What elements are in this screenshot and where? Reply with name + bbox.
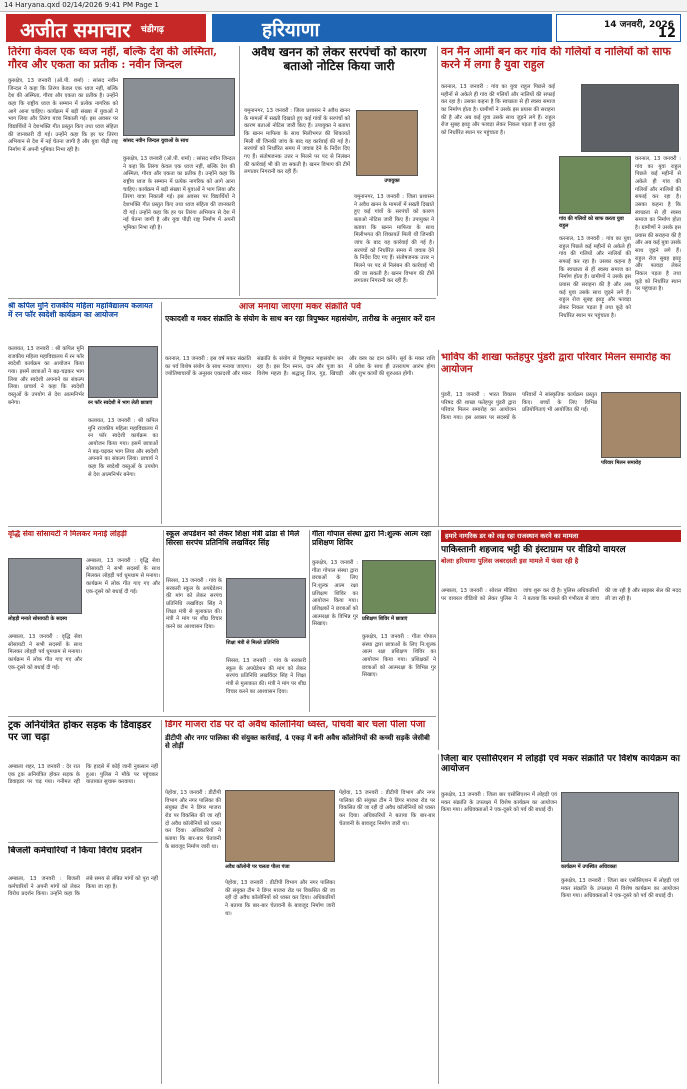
photo-caption: लोहड़ी मनाते सोसायटी के सदस्य (8, 616, 67, 622)
photo-caption: गांव की गलियों को साफ करता युवा राहुल (559, 216, 624, 229)
headline: अवैध खनन को लेकर सरपंचों को कारण बताओ नोटिस किया जारी (251, 46, 427, 73)
article-body-continued: पेहोवा, 13 जनवरी : डीटीपी विभाग और नगर पालिका की संयुक्त टीम ने डिंगर माजरा रोड पर विकसित की जा रही दो अवैध कॉलोनियों को ध्वस्त कर दिया। अधिकारियों ने बताया कि बार-बार चेतावनी के बावजूद निर्माण जारी था। (339, 790, 435, 827)
headline: भाविप की शाखा फतेहपुर पुंडरी द्वारा परिवार मिलन समारोह का आयोजन (441, 352, 671, 375)
news-photo (226, 578, 306, 638)
article-bhavip (441, 352, 681, 522)
news-photo (581, 84, 679, 152)
headline: गीता गोपाल संस्था द्वारा नि:शुल्क आत्म रक्षा प्रशिक्षण शिविर (312, 530, 432, 547)
article-makar-sankranti (165, 302, 435, 524)
article-body: अम्बाला, 13 जनवरी : सोशल मीडिया पर वायरल वीडियो को लेकर पुलिस ने जांच शुरू कर दी है। पुलिस अधिकारियों ने बताया कि मामले की गंभीरता से जांच की जा रही है और साइबर सेल की मदद ली जा रही है। (441, 588, 681, 602)
article-body: अम्बाला, 13 जनवरी : वृद्धि सेवा सोसायटी ने सभी सदस्यों के साथ मिलकर लोहड़ी पर्व धूमधाम से मनाया। कार्यक्रम में लोक गीत गाए गए और एक-दूसरे को बधाई दी गई। (86, 558, 160, 595)
news-photo (225, 790, 335, 862)
photo-caption: शिक्षा मंत्री से मिलते प्रतिनिधि (226, 640, 279, 646)
column-divider (161, 302, 162, 524)
date-block (556, 14, 681, 42)
article-illegal-mining (244, 46, 434, 294)
article-body: कलायत, 13 जनवरी : श्री कपिल मुनि राजकीय महिला महाविद्यालय में रन फॉर स्वदेशी कार्यक्रम का आयोजन किया गया। इसमें छात्राओं ने बढ़-चढ़कर भाग लिया और स्वदेशी अपनाने का संकल्प लिया। प्राचार्य ने कहा कि स्वदेशी वस्तुओं के उपयोग से देश आत्मनिर्भर बनेगा। (8, 346, 84, 406)
article-body: पुंडरी, 13 जनवरी : भारत विकास परिषद की शाखा फतेहपुर पुंडरी द्वारा परिवार मिलन समारोह का आयोजन किया गया। इस अवसर पर सदस्यों के परिवारों ने सांस्कृतिक कार्यक्रम प्रस्तुत किए। बच्चों के लिए विभिन्न प्रतियोगिताएं भी आयोजित की गईं। (441, 392, 597, 422)
article-pakistani-video (441, 530, 681, 750)
article-body: करनाल, 13 जनवरी : गांव का युवा राहुल पिछले कई महीनों से अकेले ही गांव की गलियों और नालियों की सफाई कर रहा है। उसका कहना है कि स्वच्छता से ही स्वस्थ समाज का निर्माण होता है। ग्रामीणों ने उसके इस प्रयास की सराहना की है और अब कई युवा उसके साथ जुड़ने लगे हैं। राहुल रोज सुबह झाड़ू और फावड़ा लेकर निकल पड़ता है तथा कूड़े को निर्धारित स्थान पर पहुंचाता है। (441, 84, 555, 137)
article-tiranga (8, 46, 236, 294)
article-body: कुरुक्षेत्र, 13 जनवरी : जिला बार एसोसिएशन में लोहड़ी एवं मकर संक्रांति के उपलक्ष्य में विशेष कार्यक्रम का आयोजन किया गया। अधिवक्ताओं ने एक-दूसरे को पर्व की बधाई दी। (441, 792, 557, 814)
column-divider (438, 350, 439, 526)
photo-caption: सांसद नवीन जिन्दल युवाओं के साथ (123, 138, 189, 144)
article-body: पेहोवा, 13 जनवरी : डीटीपी विभाग और नगर पालिका की संयुक्त टीम ने डिंगर माजरा रोड पर विकसित की जा रही दो अवैध कॉलोनियों को ध्वस्त कर दिया। अधिकारियों ने बताया कि बार-बार चेतावनी के बावजूद निर्माण जारी था। (165, 790, 221, 850)
article-electricity-protest (8, 846, 158, 1084)
paper-name-block (6, 14, 206, 42)
article-vriddhi-seva (8, 530, 160, 712)
photo-caption: अवैध कॉलोनी पर चलता पीला पंजा (225, 864, 290, 870)
article-run-for-swadeshi (8, 302, 158, 524)
article-body: अम्बाला शहर, 13 जनवरी : देर रात एक ट्रक अनियंत्रित होकर सड़क के डिवाइडर पर चढ़ गया। गनीमत रही कि हादसे में कोई जानी नुकसान नहीं हुआ। पुलिस ने मौके पर पहुंचकर यातायात सुचारू करवाया। (8, 764, 158, 786)
portrait-photo (356, 110, 418, 176)
news-photo (601, 392, 681, 458)
article-school-upgrade (166, 530, 306, 712)
news-photo (8, 558, 82, 614)
column-divider (309, 530, 310, 712)
headline: तिरंगा केवल एक ध्वज नहीं, बल्कि देश की अस्मिता, गौरव और एकता का प्रतीक : नवीन जिन्दल (8, 46, 218, 71)
article-one-man-army (441, 46, 681, 348)
column-divider (438, 530, 439, 750)
headline: ट्रक अनियंत्रित होकर सड़क के डिवाइडर पर जा चढ़ा (8, 720, 152, 743)
photo-caption: परिवार मिलन समारोह (601, 460, 641, 466)
photo-caption: प्रशिक्षण शिविर में छात्राएं (362, 616, 408, 622)
subheadline: बोलाः हरियाणा पुलिस जबरदस्ती इस मामले में फंसा रही है (441, 556, 579, 565)
article-self-defence (312, 530, 436, 712)
news-photo (362, 560, 436, 614)
photo-caption: कार्यक्रम में उपस्थित अधिवक्ता (561, 864, 617, 870)
masthead (6, 14, 681, 42)
row-divider (8, 842, 158, 843)
row-divider (8, 716, 436, 717)
viewer-bar: 14 Haryana.qxd 02/14/2026 9:41 PM Page 1 (0, 0, 687, 12)
article-body-continued: कुरुक्षेत्र, 13 जनवरी (ओ.पी. शर्मा) : सांसद नवीन जिन्दल ने कहा कि तिरंगा केवल एक ध्वज नहीं, बल्कि देश की अस्मिता, गौरव और एकता का प्रतीक है। उन्होंने कहा कि राष्ट्रीय ध्वज के सम्मान में प्रत्येक नागरिक को आगे आना चाहिए। कार्यक्रम में बड़ी संख्या में युवाओं ने भाग लिया और तिरंगा यात्रा निकाली गई। इस अवसर पर विद्यार्थियों ने देशभक्ति गीत प्रस्तुत किए तथा ध्वज संहिता की जानकारी दी गई। उन्होंने कहा कि हर घर तिरंगा अभियान से देश में नई चेतना जागी है और युवा पीढ़ी राष्ट्र निर्माण में अपनी भूमिका निभा रही है। (123, 156, 235, 232)
article-body-continued: करनाल, 13 जनवरी : गांव का युवा राहुल पिछले कई महीनों से अकेले ही गांव की गलियों और नालियों की सफाई कर रहा है। उसका कहना है कि स्वच्छता से ही स्वस्थ समाज का निर्माण होता है। ग्रामीणों ने उसके इस प्रयास की सराहना की है और अब कई युवा उसके साथ जुड़ने लगे हैं। राहुल रोज सुबह झाड़ू और फावड़ा लेकर निकल पड़ता है तथा कूड़े को निर्धारित स्थान पर पहुंचाता है। (635, 156, 681, 293)
article-body-continued: यमुनानगर, 13 जनवरी : जिला प्रशासन ने अवैध खनन के मामलों में सख्ती दिखाते हुए कई गांवों के सरपंचों को कारण बताओ नोटिस जारी किए हैं। उपायुक्त ने बताया कि खनन माफिया के साथ मिलीभगत की शिकायतें मिली थीं जिनकी जांच के बाद यह कार्रवाई की गई है। सरपंचों को निर्धारित समय में जवाब देने के निर्देश दिए गए हैं। संतोषजनक उत्तर न मिलने पर पद से निलंबन की कार्रवाई भी की जा सकती है। खनन विभाग की टीमें लगातार निगरानी कर रही हैं। (354, 194, 434, 285)
spacer (244, 302, 245, 303)
city-name: चंडीगढ़ (141, 25, 164, 35)
headline: स्कूल अपडेशन को लेकर शिक्षा मंत्री ढांडा से मिले सिरसा सरपंच प्रतिनिधि लखविंदर सिंह (166, 530, 300, 547)
article-bar-association (441, 754, 681, 1084)
article-body-continued: अम्बाला, 13 जनवरी : वृद्धि सेवा सोसायटी ने सभी सदस्यों के साथ मिलकर लोहड़ी पर्व धूमधाम से मनाया। कार्यक्रम में लोक गीत गाए गए और एक-दूसरे को बधाई दी गई। (8, 634, 82, 671)
article-body-continued: कुरुक्षेत्र, 13 जनवरी : गीता गोपाल संस्था द्वारा छात्राओं के लिए नि:शुल्क आत्म रक्षा प्रशिक्षण शिविर का आयोजन किया गया। प्रशिक्षकों ने छात्राओं को आत्मरक्षा के विभिन्न गुर सिखाए। (362, 634, 436, 679)
top-band: हमारे नागरिक डर को लड़ रहा राजस्थान करने का मामला (441, 530, 681, 542)
section-block (212, 14, 552, 42)
subheadline: एकादशी व मकर संक्रांति के संयोग के साथ बन रहा त्रिपुष्कर महासंयोग, तारीख के अनुसार करें दान (165, 314, 435, 324)
headline: बिजली कर्मचारियों ने किया विरोध प्रदर्शन (8, 846, 142, 856)
section-title: हरियाणा (262, 19, 320, 41)
article-body: करनाल, 13 जनवरी : इस वर्ष मकर संक्रांति का पर्व विशेष संयोग के साथ मनाया जाएगा। ज्योतिषाचार्यों के अनुसार एकादशी और मकर संक्रांति के संयोग से त्रिपुष्कर महासंयोग बन रहा है। इस दिन स्नान, दान और पूजा का विशेष महत्व है। श्रद्धालु तिल, गुड़, खिचड़ी और वस्त्र का दान करेंगे। सूर्य के मकर राशि में प्रवेश के साथ ही उत्तरायण आरंभ होगा और शुभ कार्यों की शुरुआत होगी। (165, 356, 435, 378)
headline: वन मैन आर्मी बन कर गांव की गलियों व नालियों को साफ करने में लगा है युवा राहुल (441, 46, 671, 71)
article-body: अम्बाला, 13 जनवरी : बिजली कर्मचारियों ने अपनी मांगों को लेकर विरोध प्रदर्शन किया। उन्होंने कहा कि लंबे समय से लंबित मांगों को पूरा नहीं किया जा रहा है। (8, 876, 158, 898)
headline: पाकिस्तानी शहजाद भट्टी की इंस्टाग्राम पर वीडियो वायरल (441, 545, 626, 556)
article-body-continued: कलायत, 13 जनवरी : श्री कपिल मुनि राजकीय महिला महाविद्यालय में रन फॉर स्वदेशी कार्यक्रम का आयोजन किया गया। इसमें छात्राओं ने बढ़-चढ़कर भाग लिया और स्वदेशी अपनाने का संकल्प लिया। प्राचार्य ने कहा कि स्वदेशी वस्तुओं के उपयोग से देश आत्मनिर्भर बनेगा। (88, 418, 158, 478)
article-body: सिरसा, 13 जनवरी : गांव के सरकारी स्कूल के अपग्रेडेशन की मांग को लेकर सरपंच प्रतिनिधि लखविंदर सिंह ने शिक्षा मंत्री से मुलाकात की। मंत्री ने मांग पर शीघ्र विचार करने का आश्वासन दिया। (166, 578, 222, 631)
article-body-continued-2: पेहोवा, 13 जनवरी : डीटीपी विभाग और नगर पालिका की संयुक्त टीम ने डिंगर माजरा रोड पर विकसित की जा रही दो अवैध कॉलोनियों को ध्वस्त कर दिया। अधिकारियों ने बताया कि बार-बार चेतावनी के बावजूद निर्माण जारी था। (225, 880, 335, 917)
headline: श्री कपिल मुनि राजकीय महिला महाविद्यालय कलायत में रन फॉर स्वदेशी कार्यक्रम का आयोजन (8, 302, 153, 319)
article-body-continued: सिरसा, 13 जनवरी : गांव के सरकारी स्कूल के अपग्रेडेशन की मांग को लेकर सरपंच प्रतिनिधि लखविंदर सिंह ने शिक्षा मंत्री से मुलाकात की। मंत्री ने मांग पर शीघ्र विचार करने का आश्वासन दिया। (226, 658, 306, 695)
photo-caption: उपायुक्त (384, 178, 400, 184)
headline: वृद्धि सेवा सोसायटी ने मिलकर मनाई लोहड़ी (8, 530, 127, 538)
news-photo (88, 346, 158, 398)
headline: आज मनाया जाएगा मकर संक्रांति पर्व (238, 302, 362, 312)
article-body-continued-2: करनाल, 13 जनवरी : गांव का युवा राहुल पिछले कई महीनों से अकेले ही गांव की गलियों और नालियों की सफाई कर रहा है। उसका कहना है कि स्वच्छता से ही स्वस्थ समाज का निर्माण होता है। ग्रामीणों ने उसके इस प्रयास की सराहना की है और अब कई युवा उसके साथ जुड़ने लगे हैं। राहुल रोज सुबह झाड़ू और फावड़ा लेकर निकल पड़ता है तथा कूड़े को निर्धारित स्थान पर पहुंचाता है। (559, 236, 631, 319)
row-divider (8, 526, 681, 527)
paper-name: अजीत समाचार (20, 18, 131, 42)
subheadline: डीटीपी और नगर पालिका की संयुक्त कार्रवाई, 4 एकड़ में बनी अवैध कॉलोनियों की कच्ची सड़कें जेसीबी से तोड़ीं (165, 732, 430, 750)
issue-date: 14 जनवरी, 2026 (604, 20, 674, 30)
photo-caption: रन फॉर स्वदेशी में भाग लेती छात्राएं (88, 400, 153, 406)
column-divider (437, 46, 438, 296)
row-divider (8, 298, 436, 299)
article-body: कुरुक्षेत्र, 13 जनवरी : गीता गोपाल संस्था द्वारा छात्राओं के लिए नि:शुल्क आत्म रक्षा प्रशिक्षण शिविर का आयोजन किया गया। प्रशिक्षकों ने छात्राओं को आत्मरक्षा के विभिन्न गुर सिखाए। (312, 560, 358, 628)
news-photo (561, 792, 679, 862)
headline: डिंगर माजरा रोड पर दो अवैध कॉलोनियां ध्वस्त, पांचवीं बार चला पीला पंजा (165, 720, 426, 730)
news-photo-2 (559, 156, 631, 214)
page-number: 12 (657, 26, 676, 41)
column-divider (161, 720, 162, 1084)
article-body: कुरुक्षेत्र, 13 जनवरी (ओ.पी. शर्मा) : सांसद नवीन जिन्दल ने कहा कि तिरंगा केवल एक ध्वज नहीं, बल्कि देश की अस्मिता, गौरव और एकता का प्रतीक है। उन्होंने कहा कि राष्ट्रीय ध्वज के सम्मान में प्रत्येक नागरिक को आगे आना चाहिए। कार्यक्रम में बड़ी संख्या में युवाओं ने भाग लिया और तिरंगा यात्रा निकाली गई। इस अवसर पर विद्यार्थियों ने देशभक्ति गीत प्रस्तुत किए तथा ध्वज संहिता की जानकारी दी गई। उन्होंने कहा कि हर घर तिरंगा अभियान से देश में नई चेतना जागी है और युवा पीढ़ी राष्ट्र निर्माण में अपनी भूमिका निभा रही है। (8, 78, 118, 154)
article-truck-accident (8, 720, 158, 840)
news-photo (123, 78, 235, 136)
column-divider (438, 754, 439, 1084)
article-body: यमुनानगर, 13 जनवरी : जिला प्रशासन ने अवैध खनन के मामलों में सख्ती दिखाते हुए कई गांवों के सरपंचों को कारण बताओ नोटिस जारी किए हैं। उपायुक्त ने बताया कि खनन माफिया के साथ मिलीभगत की शिकायतें मिली थीं जिनकी जांच के बाद यह कार्रवाई की गई है। सरपंचों को निर्धारित समय में जवाब देने के निर्देश दिए गए हैं। संतोषजनक उत्तर न मिलने पर पद से निलंबन की कार्रवाई भी की जा सकती है। खनन विभाग की टीमें लगातार निगरानी कर रही हैं। (244, 108, 350, 176)
article-illegal-colonies (165, 720, 435, 1084)
article-body-continued: कुरुक्षेत्र, 13 जनवरी : जिला बार एसोसिएशन में लोहड़ी एवं मकर संक्रांति के उपलक्ष्य में विशेष कार्यक्रम का आयोजन किया गया। अधिवक्ताओं ने एक-दूसरे को पर्व की बधाई दी। (561, 878, 679, 900)
headline: जिला बार एसोसिएशन में लोहड़ी एवं मकर संक्रांति पर विशेष कार्यक्रम का आयोजन (441, 754, 680, 775)
column-divider (239, 46, 240, 296)
column-divider (163, 530, 164, 712)
